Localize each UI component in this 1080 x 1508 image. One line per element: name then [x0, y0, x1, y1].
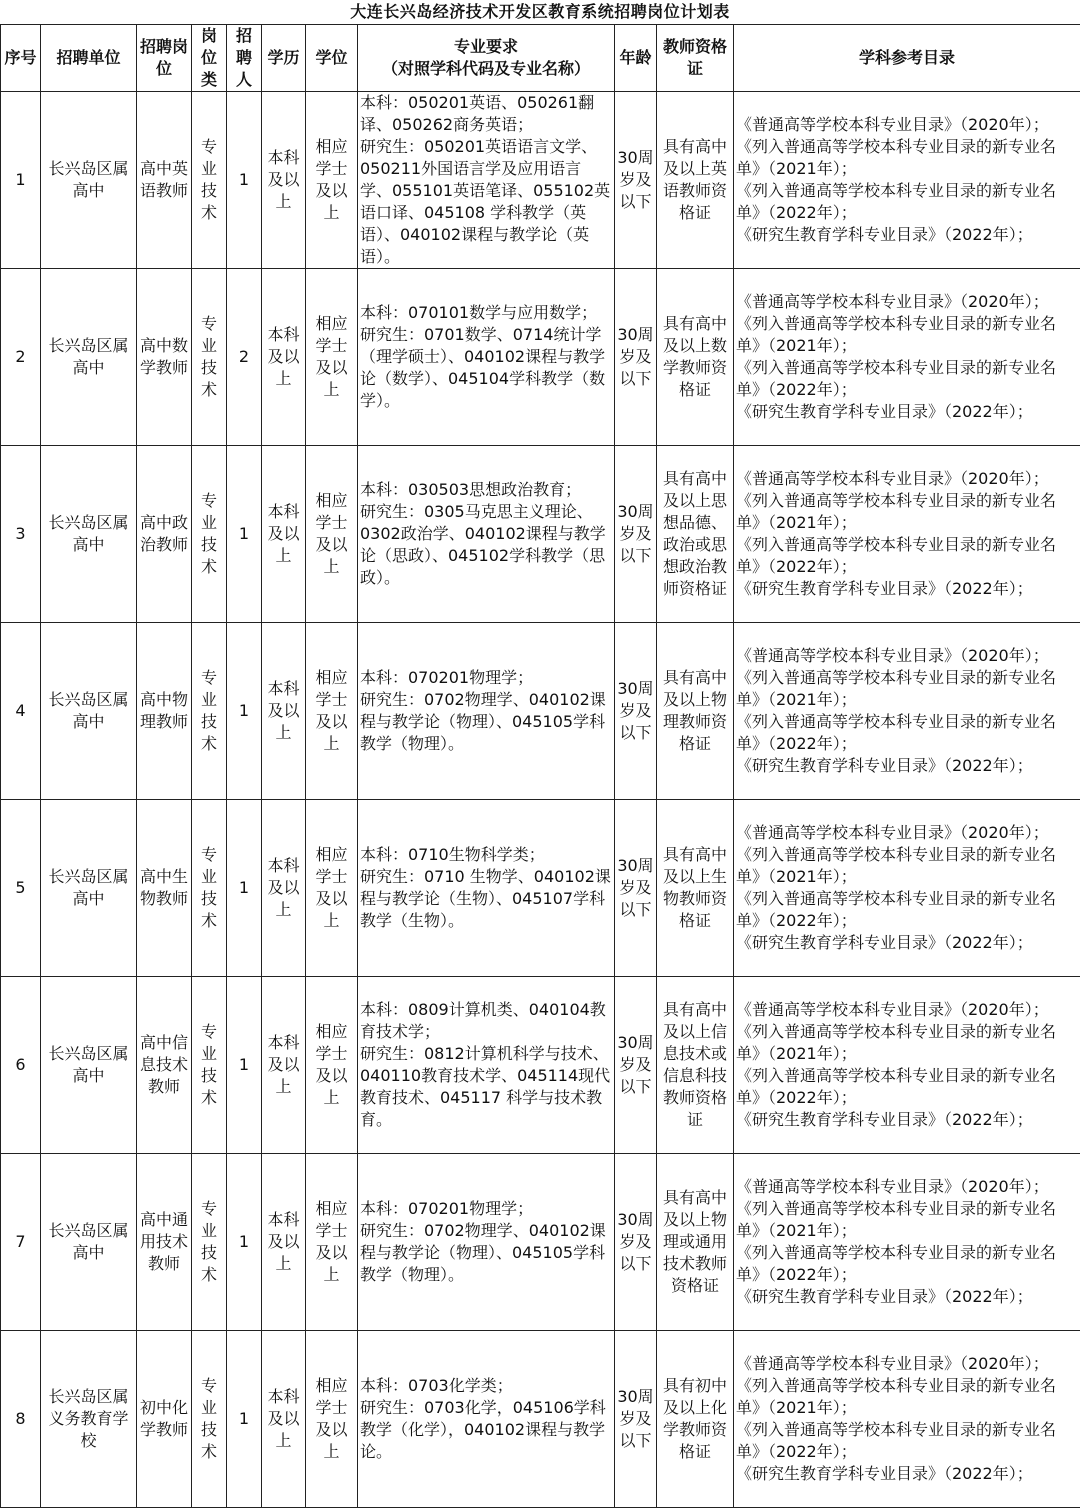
ref-line: 《普通高等学校本科专业目录》（2020年）；: [736, 1353, 1078, 1375]
table-row: [1, 446, 1080, 623]
ref-line: 《研究生教育学科专业目录》（2022年）；: [736, 224, 1078, 246]
header-major-line1: 专业要求: [360, 36, 612, 58]
cell-count: 1: [227, 623, 262, 800]
cell-degree: 相应学士及以上: [306, 92, 358, 269]
cell-degree: 相应学士及以上: [306, 269, 358, 446]
ref-line: 《普通高等学校本科专业目录》（2020年）；: [736, 468, 1078, 490]
cell-post: 高中通用技术教师: [137, 1154, 192, 1331]
cell-age: 30周岁及以下: [615, 446, 657, 623]
cell-ref: [734, 446, 1080, 623]
ref-line: 《列入普通高等学校本科专业目录的新专业名单》（2021年）；: [736, 490, 1078, 534]
cell-seq: 8: [1, 1331, 41, 1508]
cell-post-type: 专业技术: [192, 623, 227, 800]
ref-line: 《列入普通高等学校本科专业目录的新专业名单》（2022年）；: [736, 1242, 1078, 1286]
ref-line: 《列入普通高等学校本科专业目录的新专业名单》（2022年）；: [736, 357, 1078, 401]
cell-cert: 具有高中及以上物理或通用技术教师资格证: [657, 1154, 734, 1331]
header-post-type: 岗位类: [192, 25, 227, 92]
cell-major: [358, 977, 615, 1154]
major-line: 研究生：050201英语语言文学、050211外国语言学及应用语言学、055101英语笔译、055102英语口译、045108 学科教学（英语）、040102课程与教学论（英语）。: [360, 136, 612, 268]
major-line: 本科：050201英语、050261翻译、050262商务英语；: [360, 92, 612, 136]
cell-major: [358, 800, 615, 977]
cell-unit: 长兴岛区属高中: [41, 1154, 137, 1331]
ref-line: 《列入普通高等学校本科专业目录的新专业名单》（2021年）；: [736, 1198, 1078, 1242]
cell-edu: 本科及以上: [262, 1331, 306, 1508]
cell-unit: 长兴岛区属义务教育学校: [41, 1331, 137, 1508]
cell-edu: 本科及以上: [262, 977, 306, 1154]
header-edu: 学历: [262, 25, 306, 92]
cell-seq: 4: [1, 623, 41, 800]
cell-seq: 5: [1, 800, 41, 977]
cell-edu: 本科及以上: [262, 1154, 306, 1331]
cell-seq: 6: [1, 977, 41, 1154]
header-unit: 招聘单位: [41, 25, 137, 92]
ref-line: 《列入普通高等学校本科专业目录的新专业名单》（2022年）；: [736, 1419, 1078, 1463]
ref-line: 《列入普通高等学校本科专业目录的新专业名单》（2021年）；: [736, 313, 1078, 357]
major-line: 研究生：0702物理学、040102课程与教学论（物理）、045105学科教学（物理）。: [360, 1220, 612, 1286]
cell-age: 30周岁及以下: [615, 1331, 657, 1508]
cell-count: 1: [227, 1154, 262, 1331]
ref-line: 《研究生教育学科专业目录》（2022年）；: [736, 578, 1078, 600]
ref-line: 《列入普通高等学校本科专业目录的新专业名单》（2021年）；: [736, 844, 1078, 888]
cell-seq: 2: [1, 269, 41, 446]
cell-age: 30周岁及以下: [615, 1154, 657, 1331]
cell-age: 30周岁及以下: [615, 92, 657, 269]
major-line: 本科：070201物理学；: [360, 667, 612, 689]
cell-cert: 具有高中及以上信息技术或信息科技教师资格证: [657, 977, 734, 1154]
cell-post: 高中数学教师: [137, 269, 192, 446]
cell-age: 30周岁及以下: [615, 623, 657, 800]
cell-ref: [734, 92, 1080, 269]
major-line: 本科：0809计算机类、040104教育技术学；: [360, 999, 612, 1043]
cell-edu: 本科及以上: [262, 92, 306, 269]
cell-unit: 长兴岛区属高中: [41, 800, 137, 977]
ref-line: 《普通高等学校本科专业目录》（2020年）；: [736, 999, 1078, 1021]
page-title: 大连长兴岛经济技术开发区教育系统招聘岗位计划表: [0, 0, 1080, 24]
ref-line: 《普通高等学校本科专业目录》（2020年）；: [736, 645, 1078, 667]
major-line: 本科：0710生物科学类；: [360, 844, 612, 866]
ref-line: 《列入普通高等学校本科专业目录的新专业名单》（2022年）；: [736, 711, 1078, 755]
cell-post: 高中政治教师: [137, 446, 192, 623]
cell-post: 高中英语教师: [137, 92, 192, 269]
cell-cert: 具有高中及以上物理教师资格证: [657, 623, 734, 800]
cell-cert: 具有高中及以上生物教师资格证: [657, 800, 734, 977]
cell-count: 1: [227, 1331, 262, 1508]
major-line: 本科：030503思想政治教育；: [360, 479, 612, 501]
cell-ref: [734, 800, 1080, 977]
cell-edu: 本科及以上: [262, 800, 306, 977]
cell-edu: 本科及以上: [262, 446, 306, 623]
cell-major: [358, 623, 615, 800]
cell-post-type: 专业技术: [192, 1331, 227, 1508]
ref-line: 《列入普通高等学校本科专业目录的新专业名单》（2022年）；: [736, 534, 1078, 578]
cell-count: 1: [227, 800, 262, 977]
cell-degree: 相应学士及以上: [306, 977, 358, 1154]
cell-cert: 具有高中及以上英语教师资格证: [657, 92, 734, 269]
cell-post-type: 专业技术: [192, 446, 227, 623]
cell-post-type: 专业技术: [192, 1154, 227, 1331]
header-major-line2: （对照学科代码及专业名称）: [360, 58, 612, 80]
cell-count: 1: [227, 977, 262, 1154]
cell-ref: [734, 977, 1080, 1154]
cell-unit: 长兴岛区属高中: [41, 977, 137, 1154]
cell-age: 30周岁及以下: [615, 977, 657, 1154]
major-line: 研究生：0710 生物学、040102课程与教学论（生物）、045107学科教学（生物）。: [360, 866, 612, 932]
cell-cert: 具有高中及以上数学教师资格证: [657, 269, 734, 446]
cell-unit: 长兴岛区属高中: [41, 269, 137, 446]
major-line: 研究生：0305马克思主义理论、0302政治学、040102课程与教学论（思政）、045102学科教学（思政）。: [360, 501, 612, 589]
cell-post-type: 专业技术: [192, 977, 227, 1154]
cell-age: 30周岁及以下: [615, 269, 657, 446]
cell-ref: [734, 623, 1080, 800]
cell-degree: 相应学士及以上: [306, 446, 358, 623]
cell-post-type: 专业技术: [192, 269, 227, 446]
cell-post: 高中物理教师: [137, 623, 192, 800]
ref-line: 《列入普通高等学校本科专业目录的新专业名单》（2022年）；: [736, 180, 1078, 224]
header-seq: 序号: [1, 25, 41, 92]
header-degree: 学位: [306, 25, 358, 92]
table-header-row: [1, 25, 1080, 92]
header-count: 招聘人: [227, 25, 262, 92]
table-row: [1, 1154, 1080, 1331]
ref-line: 《研究生教育学科专业目录》（2022年）；: [736, 1109, 1078, 1131]
ref-line: 《研究生教育学科专业目录》（2022年）；: [736, 755, 1078, 777]
major-line: 研究生：0702物理学、040102课程与教学论（物理）、045105学科教学（物理）。: [360, 689, 612, 755]
cell-major: [358, 1331, 615, 1508]
cell-age: 30周岁及以下: [615, 800, 657, 977]
ref-line: 《普通高等学校本科专业目录》（2020年）；: [736, 114, 1078, 136]
header-age: 年龄: [615, 25, 657, 92]
cell-post: 高中生物教师: [137, 800, 192, 977]
cell-ref: [734, 269, 1080, 446]
ref-line: 《列入普通高等学校本科专业目录的新专业名单》（2022年）；: [736, 888, 1078, 932]
cell-unit: 长兴岛区属高中: [41, 92, 137, 269]
table-row: [1, 92, 1080, 269]
major-line: 本科：0703化学类；: [360, 1375, 612, 1397]
ref-line: 《普通高等学校本科专业目录》（2020年）；: [736, 291, 1078, 313]
table-row: [1, 1331, 1080, 1508]
recruitment-plan-table: [0, 24, 1080, 1508]
cell-count: 1: [227, 92, 262, 269]
cell-unit: 长兴岛区属高中: [41, 446, 137, 623]
header-ref: 学科参考目录: [734, 25, 1080, 92]
cell-major: [358, 1154, 615, 1331]
table-row: [1, 269, 1080, 446]
cell-major: [358, 92, 615, 269]
header-post: 招聘岗位: [137, 25, 192, 92]
cell-post: 初中化学教师: [137, 1331, 192, 1508]
cell-cert: 具有初中及以上化学教师资格证: [657, 1331, 734, 1508]
cell-seq: 1: [1, 92, 41, 269]
ref-line: 《列入普通高等学校本科专业目录的新专业名单》（2021年）；: [736, 1021, 1078, 1065]
major-line: 研究生：0812计算机科学与技术、040110教育技术学、045114现代教育技术、045117 科学与技术教育。: [360, 1043, 612, 1131]
cell-ref: [734, 1154, 1080, 1331]
header-major: [358, 25, 615, 92]
cell-unit: 长兴岛区属高中: [41, 623, 137, 800]
ref-line: 《研究生教育学科专业目录》（2022年）；: [736, 932, 1078, 954]
cell-post: 高中信息技术教师: [137, 977, 192, 1154]
cell-degree: 相应学士及以上: [306, 1331, 358, 1508]
ref-line: 《普通高等学校本科专业目录》（2020年）；: [736, 1176, 1078, 1198]
cell-ref: [734, 1331, 1080, 1508]
ref-line: 《研究生教育学科专业目录》（2022年）；: [736, 1463, 1078, 1485]
ref-line: 《列入普通高等学校本科专业目录的新专业名单》（2021年）；: [736, 136, 1078, 180]
cell-degree: 相应学士及以上: [306, 1154, 358, 1331]
cell-major: [358, 446, 615, 623]
ref-line: 《列入普通高等学校本科专业目录的新专业名单》（2022年）；: [736, 1065, 1078, 1109]
ref-line: 《普通高等学校本科专业目录》（2020年）；: [736, 822, 1078, 844]
table-row: [1, 623, 1080, 800]
major-line: 研究生：0701数学、0714统计学（理学硕士）、040102课程与教学论（数学）、045104学科教学（数学）。: [360, 324, 612, 412]
cell-cert: 具有高中及以上思想品德、政治或思想政治教师资格证: [657, 446, 734, 623]
cell-edu: 本科及以上: [262, 623, 306, 800]
table-row: [1, 977, 1080, 1154]
table-row: [1, 800, 1080, 977]
cell-count: 2: [227, 269, 262, 446]
cell-seq: 3: [1, 446, 41, 623]
cell-degree: 相应学士及以上: [306, 800, 358, 977]
cell-edu: 本科及以上: [262, 269, 306, 446]
ref-line: 《研究生教育学科专业目录》（2022年）；: [736, 1286, 1078, 1308]
ref-line: 《列入普通高等学校本科专业目录的新专业名单》（2021年）；: [736, 667, 1078, 711]
major-line: 本科：070201物理学；: [360, 1198, 612, 1220]
ref-line: 《研究生教育学科专业目录》（2022年）；: [736, 401, 1078, 423]
cell-post-type: 专业技术: [192, 92, 227, 269]
cell-seq: 7: [1, 1154, 41, 1331]
cell-count: 1: [227, 446, 262, 623]
cell-post-type: 专业技术: [192, 800, 227, 977]
header-cert: 教师资格证: [657, 25, 734, 92]
major-line: 本科：070101数学与应用数学；: [360, 302, 612, 324]
cell-degree: 相应学士及以上: [306, 623, 358, 800]
major-line: 研究生：0703化学，045106学科教学（化学），040102课程与教学论。: [360, 1397, 612, 1463]
ref-line: 《列入普通高等学校本科专业目录的新专业名单》（2021年）；: [736, 1375, 1078, 1419]
cell-major: [358, 269, 615, 446]
